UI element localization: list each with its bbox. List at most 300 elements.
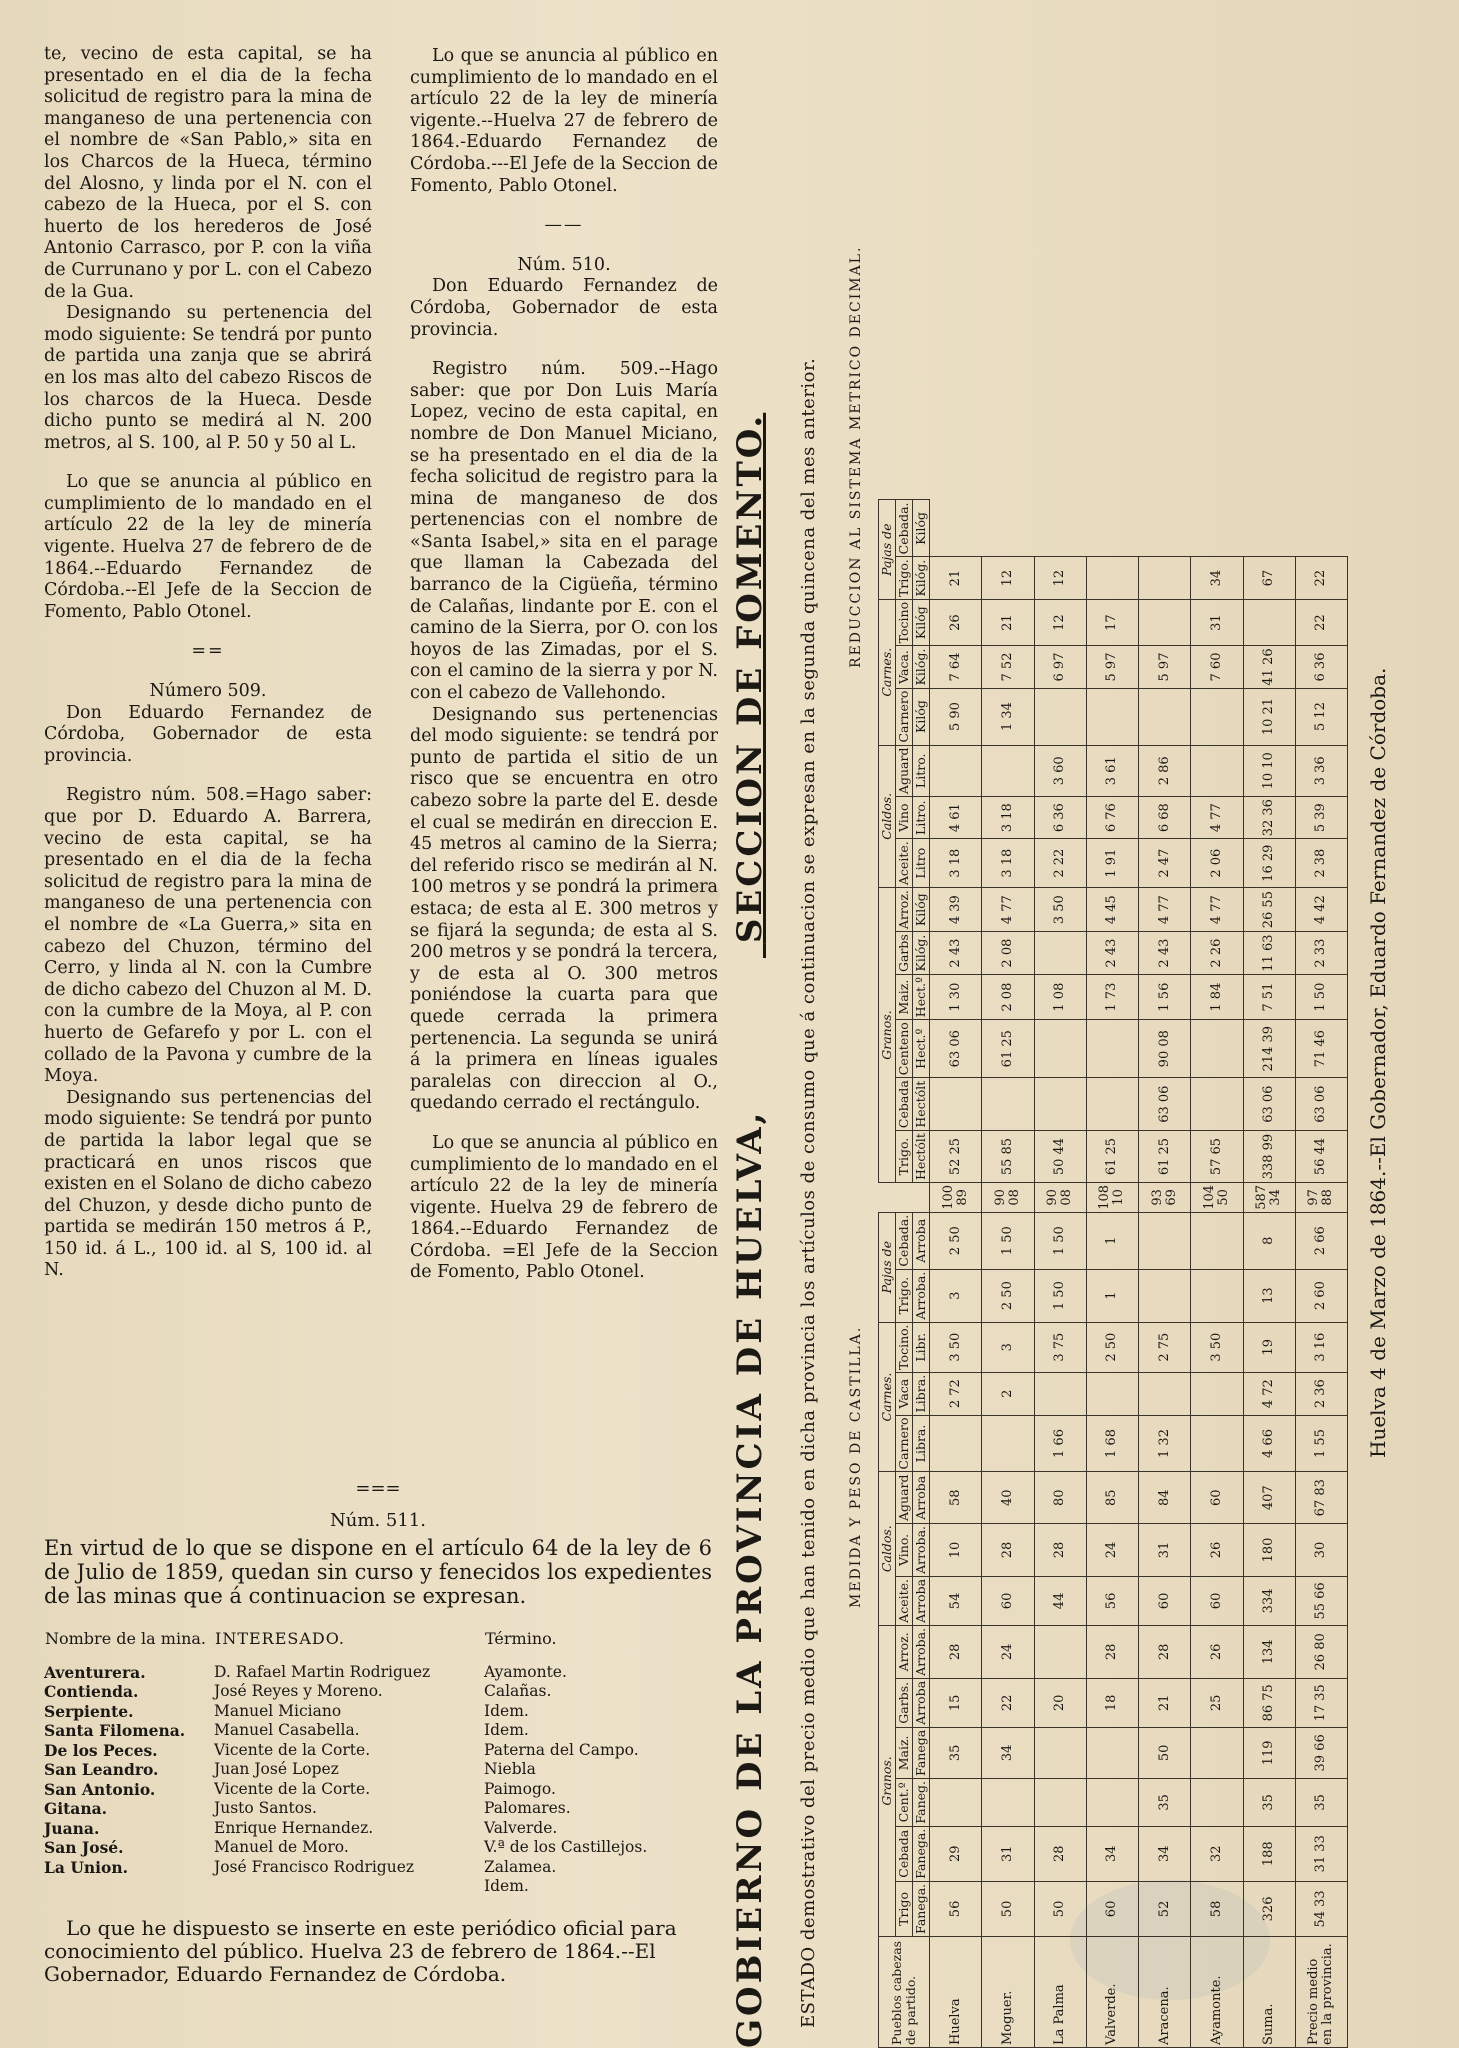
paragraph: Lo que se anuncia al público en cumplimiento de lo mandado en el artículo 22 de la ley de minería vigente. Huelva 27 de febrero de de 1864.--Eduardo Fernandez de Córdoba.--El Jefe de la Seccion de Fomento, Pablo Otonel. <box>44 472 372 622</box>
price-cell <box>1191 1020 1243 1078</box>
notice-511 <box>44 1478 712 2006</box>
unit-header: Arroba. <box>913 1523 930 1576</box>
price-table <box>878 499 1348 2048</box>
unit-header: Litro. <box>913 797 930 839</box>
price-cell: 31 33 <box>1295 1826 1347 1881</box>
price-cell: 6 76 <box>1086 797 1138 839</box>
price-row <box>1191 500 1243 2048</box>
mine-name: Contienda. <box>44 1682 139 1701</box>
price-cell <box>1139 1372 1191 1415</box>
column-gap <box>879 1182 930 1212</box>
group-header: Pajas de <box>879 1212 896 1322</box>
mine-interested: Justo Santos. <box>214 1799 317 1817</box>
price-cell: 2 72 <box>930 1372 982 1415</box>
price-row <box>982 500 1034 2048</box>
mine-term: Idem. <box>484 1701 529 1720</box>
price-cell: 50 44 <box>1034 1131 1086 1183</box>
price-cell: 5 97 <box>1139 646 1191 688</box>
mine-name: Serpiente. <box>44 1701 134 1721</box>
price-cell: 1 73 <box>1086 975 1138 1020</box>
price-cell: 31 <box>1191 599 1243 645</box>
group-header: Granos. <box>879 888 896 1183</box>
price-cell: 3 18 <box>982 797 1034 839</box>
mine-term: Paterna del Campo. <box>484 1740 639 1759</box>
column-header: Garbs. <box>896 1678 913 1727</box>
price-cell <box>1034 1778 1086 1826</box>
unit-header: Kilóg <box>913 500 930 557</box>
price-cell: 2 26 <box>1191 932 1243 975</box>
price-cell: 25 <box>1191 1678 1243 1727</box>
price-cell: 56 <box>930 1881 982 1936</box>
price-cell <box>1086 1372 1138 1415</box>
price-cell: 17 35 <box>1295 1678 1347 1727</box>
price-cell: 31 <box>982 1826 1034 1881</box>
price-cell: 28 <box>1034 1523 1086 1576</box>
price-cell: 4 61 <box>930 797 982 839</box>
price-row <box>1086 500 1138 2048</box>
price-cell: 55 66 <box>1295 1576 1347 1625</box>
governor-line: Don Eduardo Fernandez de Córdoba, Gobernador de esta provincia. <box>44 702 372 766</box>
column-header: Trigo. <box>896 557 913 600</box>
price-cell: 2 <box>982 1372 1034 1415</box>
price-cell <box>1086 1778 1138 1826</box>
price-cell: 34 <box>1139 1826 1191 1881</box>
paragraph: Designando sus pertenencias del modo siguiente: Se tendrá por punto de partida la labor legal que se practicará en unos riscos que existen en el Solano de dicho cabezo del Chuzon, y desde dicho punto de partida se medirán 150 metros á P., 150 id. á L., 100 id. al S, 100 id. al N. <box>44 1087 372 1281</box>
unit-header: Arroba <box>913 1678 930 1727</box>
town-name: Valverde. <box>1086 1937 1138 2048</box>
price-cell: 35 <box>1139 1778 1191 1826</box>
mine-interested <box>214 1877 484 1897</box>
price-cell: 63 06 <box>1243 1078 1295 1131</box>
heading-government: GOBIERNO DE LA PROVINCIA DE HUELVA, <box>730 1109 770 2048</box>
heading-fomento: SECCION DE FOMENTO. <box>730 412 770 944</box>
price-cell: 4 66 <box>1243 1415 1295 1472</box>
section-heading <box>730 413 770 2048</box>
price-cell: 19 <box>1243 1322 1295 1372</box>
paragraph: Lo que se anuncia al público en cumplimiento de lo mandado en el artículo 22 de la ley de minería vigente. Huelva 29 de febrero de 1864.--Eduardo Fernandez de Córdoba. =El Jefe de la Seccion de Fomento, Pablo Otonel. <box>410 1132 718 1283</box>
price-row <box>1034 500 1086 2048</box>
price-cell: 334 <box>1243 1576 1295 1625</box>
price-cell <box>930 1778 982 1826</box>
price-cell: 54 33 <box>1295 1881 1347 1936</box>
price-cell: 5 97 <box>1086 646 1138 688</box>
price-cell: 4 77 <box>982 888 1034 932</box>
column-header: Aceite. <box>896 1576 913 1625</box>
paragraph: Designando su pertenencia del modo siguiente: Se tendrá por punto de partida una zanja que se abrirá en los mas alto del cabezo Riscos de los charcos de la Hueca. Desde dicho punto se medirá al N. 200 metros, al S. 100, al P. 50 y 50 al L. <box>44 303 372 453</box>
price-cell: 1 30 <box>930 975 982 1020</box>
price-cell: 4 45 <box>1086 888 1138 932</box>
price-cell: 30 <box>1295 1523 1347 1576</box>
price-cell: 4 77 <box>1191 888 1243 932</box>
unit-header: Kilóg. <box>913 557 930 600</box>
price-cell: 50 <box>982 1881 1034 1936</box>
price-cell: 21 <box>930 557 982 600</box>
price-cell: 108 10 <box>1086 1182 1138 1212</box>
price-cell: 2 50 <box>1086 1322 1138 1372</box>
price-cell: 188 <box>1243 1826 1295 1881</box>
mine-row <box>44 1858 712 1878</box>
price-cell: 28 <box>1139 1625 1191 1678</box>
price-cell: 58 <box>1191 1881 1243 1936</box>
unit-header: Kilóg <box>913 688 930 745</box>
town-name: La Palma <box>1034 1937 1086 2048</box>
price-cell: 2 47 <box>1139 839 1191 888</box>
price-cell <box>1139 688 1191 745</box>
price-cell: 10 <box>930 1523 982 1576</box>
price-cell: 1 50 <box>1034 1269 1086 1322</box>
unit-header: Hectólt <box>913 1078 930 1131</box>
price-cell: 61 25 <box>1139 1131 1191 1183</box>
mine-row <box>44 1760 712 1780</box>
price-cell: 60 <box>1191 1576 1243 1625</box>
price-cell: 29 <box>930 1826 982 1881</box>
mine-name: San Antonio. <box>44 1779 156 1799</box>
town-name: Precio medio en la provincia. <box>1295 1937 1347 2048</box>
mine-term: Valverde. <box>484 1818 558 1837</box>
mine-row <box>44 1663 712 1683</box>
price-cell: 1 56 <box>1139 975 1191 1020</box>
mine-interested: Juan José Lopez <box>214 1760 339 1778</box>
column-header: Carnero <box>896 1415 913 1472</box>
mine-name: San Leandro. <box>44 1760 159 1779</box>
column-header: Vaca <box>896 1372 913 1415</box>
price-cell: 22 <box>982 1678 1034 1727</box>
price-cell: 50 <box>1034 1881 1086 1936</box>
price-cell: 24 <box>1086 1523 1138 1576</box>
price-cell <box>1139 1212 1191 1269</box>
mine-row <box>44 1702 712 1722</box>
price-cell <box>1139 599 1191 645</box>
price-row <box>1139 500 1191 2048</box>
price-cell <box>1034 1625 1086 1678</box>
price-cell <box>930 1415 982 1472</box>
price-cell <box>1086 557 1138 600</box>
governor-line: Don Eduardo Fernandez de Córdoba, Gobernador de esta provincia. <box>410 276 718 340</box>
price-cell: 26 55 <box>1243 888 1295 932</box>
mine-term: Idem. <box>484 1877 529 1895</box>
price-cell: 35 <box>1243 1778 1295 1826</box>
price-cell: 90 08 <box>1034 1182 1086 1212</box>
price-cell: 12 <box>1034 557 1086 600</box>
price-cell: 3 75 <box>1034 1322 1086 1372</box>
price-cell: 26 <box>1191 1523 1243 1576</box>
mines-header: INTERESADO. <box>215 1629 346 1648</box>
column-header: Maiz. <box>896 975 913 1020</box>
price-cell: 58 <box>930 1472 982 1524</box>
price-cell: 4 77 <box>1139 888 1191 932</box>
lead-paragraph: En virtud de lo que se dispone en el artículo 64 de la ley de 6 de Julio de 1859, quedan sin curso y fenecidos los expedientes de las minas que á continuacion se expresan. <box>44 1536 712 1608</box>
mine-term: Calañas. <box>484 1682 552 1700</box>
group-header: Pajas de <box>879 500 896 599</box>
mine-interested: José Reyes y Moreno. <box>214 1682 383 1700</box>
unit-header: Arroba <box>913 1472 930 1524</box>
price-cell: 10 21 <box>1243 688 1295 745</box>
price-cell: 134 <box>1243 1625 1295 1678</box>
price-cell: 214 39 <box>1243 1020 1295 1078</box>
price-cell <box>1243 599 1295 645</box>
price-cell: 80 <box>1034 1472 1086 1524</box>
price-cell <box>1191 688 1243 745</box>
price-cell: 41 26 <box>1243 646 1295 688</box>
mine-term: Idem. <box>484 1721 529 1739</box>
price-cell: 100 89 <box>930 1182 982 1212</box>
mine-term: Ayamonte. <box>484 1662 567 1681</box>
price-cell <box>1034 932 1086 975</box>
column-header: Aguard <box>896 1472 913 1524</box>
mine-term: Zalamea. <box>484 1857 557 1876</box>
column-header: Cebada. <box>896 1212 913 1269</box>
price-cell: 54 <box>930 1576 982 1625</box>
price-cell <box>982 745 1034 797</box>
price-cell: 52 25 <box>930 1131 982 1183</box>
price-cell: 3 36 <box>1295 745 1347 797</box>
price-cell: 2 75 <box>1139 1322 1191 1372</box>
unit-header: Fanega <box>913 1727 930 1778</box>
unit-header: Libra. <box>913 1415 930 1472</box>
price-cell: 28 <box>1034 1826 1086 1881</box>
mine-row <box>44 1780 712 1800</box>
price-cell <box>1086 1727 1138 1778</box>
unit-header: Arroba. <box>913 1269 930 1322</box>
price-cell <box>1034 1020 1086 1078</box>
row-header: Pueblos cabezas de partido. <box>879 1937 930 2048</box>
price-cell <box>982 1078 1034 1131</box>
column-header: Tocino. <box>896 1322 913 1372</box>
mine-interested: Vicente de la Corte. <box>214 1779 371 1798</box>
estado-title: ESTADO demostrativo del precio medio que han tenido en dicha provincia los artículos de consumo que á continuacion se expresan en la segunda quincena del mes anterior. <box>798 357 819 2028</box>
separator: == <box>191 641 225 662</box>
price-cell: 3 60 <box>1034 745 1086 797</box>
mines-header: Nombre de la mina. <box>45 1629 207 1648</box>
price-cell: 60 <box>1191 1472 1243 1524</box>
price-cell <box>1191 1372 1243 1415</box>
price-cell: 5 39 <box>1295 797 1347 839</box>
column-header: Arroz. <box>896 888 913 932</box>
price-cell: 2 50 <box>930 1212 982 1269</box>
group-header: Carnes. <box>879 599 896 745</box>
price-cell: 28 <box>1086 1625 1138 1678</box>
mine-interested: Manuel Casabella. <box>214 1721 360 1739</box>
price-cell <box>1034 1078 1086 1131</box>
price-cell: 71 46 <box>1295 1020 1347 1078</box>
price-cell: 21 <box>982 599 1034 645</box>
price-cell: 22 <box>1295 557 1347 600</box>
price-cell: 35 <box>1295 1778 1347 1826</box>
unit-header: Kilóg <box>913 599 930 645</box>
paragraph: Registro núm. 508.=Hago saber: que por D. Eduardo A. Barrera, vecino de esta capital, se ha presentado en el dia de la fecha solicitud de registro para la mina de manganeso de una pertenencia con el nombre de «La Guerra,» sita en cabezo del Chuzon, término del Cerro, y linda al N. con la Cumbre de dicho cabezo del Chuzon al M. D. con la cumbre de la Moya, al P. con huerto de Gefarefo y por L. con el collado de la Pavona y cumbre de la Moya. <box>44 785 372 1087</box>
price-cell: 63 06 <box>930 1020 982 1078</box>
price-cell: 2 43 <box>930 932 982 975</box>
price-cell: 2 43 <box>1139 932 1191 975</box>
price-cell <box>1034 688 1086 745</box>
price-cell: 26 <box>1191 1625 1243 1678</box>
mines-header: Término. <box>485 1629 557 1648</box>
price-cell <box>1086 688 1138 745</box>
price-row <box>1243 500 1295 2048</box>
price-cell <box>1191 1212 1243 1269</box>
mine-term: V.ª de los Castillejos. <box>484 1838 648 1856</box>
unit-header: Litro. <box>913 745 930 797</box>
price-cell: 50 <box>1139 1727 1191 1778</box>
price-cell: 61 25 <box>1086 1131 1138 1183</box>
price-cell: 55 85 <box>982 1131 1034 1183</box>
price-cell: 3 16 <box>1295 1322 1347 1372</box>
unit-header: Arroba. <box>913 1625 930 1678</box>
price-cell: 1 34 <box>982 688 1034 745</box>
price-cell: 1 <box>1086 1212 1138 1269</box>
price-cell <box>1139 1269 1191 1322</box>
price-cell: 3 <box>982 1322 1034 1372</box>
mine-interested: Manuel Miciano <box>214 1701 342 1720</box>
price-cell: 1 50 <box>982 1212 1034 1269</box>
unit-header: Libr. <box>913 1322 930 1372</box>
town-name: Moguer. <box>982 1937 1034 2048</box>
mine-interested: Vicente de la Corte. <box>214 1740 371 1759</box>
price-cell <box>1191 1727 1243 1778</box>
price-cell <box>1034 1372 1086 1415</box>
price-cell: 2 08 <box>982 932 1034 975</box>
price-cell: 34 <box>1086 1826 1138 1881</box>
price-cell: 326 <box>1243 1881 1295 1936</box>
mine-row <box>44 1741 712 1761</box>
column-left <box>44 44 372 1282</box>
price-cell: 8 <box>1243 1212 1295 1269</box>
price-cell: 28 <box>982 1523 1034 1576</box>
mine-name: Aventurera. <box>44 1662 146 1682</box>
price-cell: 5 12 <box>1295 688 1347 745</box>
price-cell: 63 06 <box>1139 1078 1191 1131</box>
price-cell: 2 66 <box>1295 1212 1347 1269</box>
price-cell: 28 <box>930 1625 982 1678</box>
price-cell: 67 <box>1243 557 1295 600</box>
price-cell: 26 80 <box>1295 1625 1347 1678</box>
price-cell: 6 36 <box>1295 646 1347 688</box>
price-cell: 56 <box>1086 1576 1138 1625</box>
price-cell: 2 38 <box>1295 839 1347 888</box>
mine-interested: Enrique Hernandez. <box>214 1818 374 1837</box>
column-header: Cent.º <box>896 1778 913 1826</box>
notice-number: Número 509. <box>149 681 267 702</box>
price-cell: 4 42 <box>1295 888 1347 932</box>
price-cell: 10 10 <box>1243 745 1295 797</box>
town-name: Suma. <box>1243 1937 1295 2048</box>
price-cell: 26 <box>930 599 982 645</box>
group-header: Caldos. <box>879 745 896 888</box>
price-cell: 15 <box>930 1678 982 1727</box>
price-cell: 180 <box>1243 1523 1295 1576</box>
price-cell: 1 84 <box>1191 975 1243 1020</box>
town-name: Huelva <box>930 1937 982 2048</box>
mine-term: Paimogo. <box>484 1779 556 1798</box>
price-cell: 2 22 <box>1034 839 1086 888</box>
price-cell: 67 83 <box>1295 1472 1347 1524</box>
column-header: Cebada. <box>896 500 913 557</box>
price-cell: 1 50 <box>1295 975 1347 1020</box>
price-cell: 57 65 <box>1191 1131 1243 1183</box>
column-header: Maiz. <box>896 1727 913 1778</box>
column-header: Aguard <box>896 745 913 797</box>
column-header: Trigo <box>896 1881 913 1936</box>
column-header: Centeno <box>896 1020 913 1078</box>
price-cell: 24 <box>982 1625 1034 1678</box>
price-cell: 3 61 <box>1086 745 1138 797</box>
price-cell: 12 <box>982 557 1034 600</box>
price-cell: 61 25 <box>982 1020 1034 1078</box>
price-cell: 2 36 <box>1295 1372 1347 1415</box>
price-cell: 12 <box>1034 599 1086 645</box>
price-cell: 56 44 <box>1295 1131 1347 1183</box>
price-cell: 85 <box>1086 1472 1138 1524</box>
price-cell: 7 60 <box>1191 646 1243 688</box>
mine-row <box>44 1721 712 1741</box>
price-cell: 407 <box>1243 1472 1295 1524</box>
mine-name: San José. <box>44 1838 124 1857</box>
price-cell: 97 88 <box>1295 1182 1347 1212</box>
price-cell: 3 18 <box>982 839 1034 888</box>
mine-term: Niebla <box>484 1760 536 1778</box>
price-cell <box>1139 557 1191 600</box>
signature-footer: Huelva 4 de Marzo de 1864.--El Gobernador, Eduardo Fernandez de Córdoba. <box>1366 667 1390 1458</box>
price-cell: 86 75 <box>1243 1678 1295 1727</box>
unit-header: Fanega. <box>913 1826 930 1881</box>
separator: —— <box>544 215 584 236</box>
price-cell <box>982 1778 1034 1826</box>
price-cell <box>1191 1078 1243 1131</box>
price-cell: 7 51 <box>1243 975 1295 1020</box>
unit-header: Kilóg. <box>913 646 930 688</box>
column-header: Vino. <box>896 1523 913 1576</box>
notice-number: Núm. 510. <box>517 254 611 275</box>
mine-name: La Union. <box>44 1857 129 1877</box>
price-cell: 104 50 <box>1191 1182 1243 1212</box>
unit-header: Arroba <box>913 1212 930 1269</box>
unit-header: Hect.º <box>913 975 930 1020</box>
price-cell: 11 63 <box>1243 932 1295 975</box>
unit-header: Kilóg. <box>913 932 930 975</box>
price-cell <box>1191 1415 1243 1472</box>
column-header: Trigo. <box>896 1131 913 1183</box>
price-cell: 35 <box>930 1727 982 1778</box>
mine-row <box>44 1877 712 1897</box>
price-cell: 22 <box>1295 599 1347 645</box>
price-cell: 52 <box>1139 1881 1191 1936</box>
separator: === <box>355 1478 401 1499</box>
price-cell: 2 06 <box>1191 839 1243 888</box>
price-cell <box>1191 1778 1243 1826</box>
price-cell: 3 18 <box>930 839 982 888</box>
price-cell: 1 55 <box>1295 1415 1347 1472</box>
mine-name: Juana. <box>44 1818 100 1838</box>
paragraph: te, vecino de esta capital, se ha presentado en el dia de la fecha solicitud de registro para la mina de manganeso de una pertenencia con el nombre de «San Pablo,» sita en los Charcos de la Hueca, término del Alosno, y linda por el N. con el cabezo de la Hueca, por el S. con huerto de los herederos de José Antonio Carrasco, por P. con la viña de Currunano y por L. con el Cabezo de la Gua. <box>44 44 372 302</box>
price-cell <box>1191 745 1243 797</box>
price-cell: 1 08 <box>1034 975 1086 1020</box>
price-cell: 93 69 <box>1139 1182 1191 1212</box>
price-cell: 17 <box>1086 599 1138 645</box>
mine-name <box>44 1877 214 1897</box>
price-cell: 60 <box>1086 1881 1138 1936</box>
price-cell: 5 90 <box>930 688 982 745</box>
price-cell: 1 <box>1086 1269 1138 1322</box>
price-cell <box>1191 1269 1243 1322</box>
price-cell: 32 <box>1191 1826 1243 1881</box>
price-cell: 1 50 <box>1034 1212 1086 1269</box>
mine-interested: D. Rafael Martin Rodriguez <box>214 1662 431 1681</box>
town-name: Ayamonte. <box>1191 1937 1243 2048</box>
price-cell: 2 08 <box>982 975 1034 1020</box>
paragraph: Lo que se anuncia al público en cumplimiento de lo mandado en el artículo 22 de la ley de minería vigente.--Huelva 27 de febrero de 1864.-Eduardo Fernandez de Córdoba.---El Jefe de la Seccion de Fomento, Pablo Otonel. <box>410 46 718 196</box>
price-cell <box>982 1415 1034 1472</box>
price-cell: 90 08 <box>1139 1020 1191 1078</box>
